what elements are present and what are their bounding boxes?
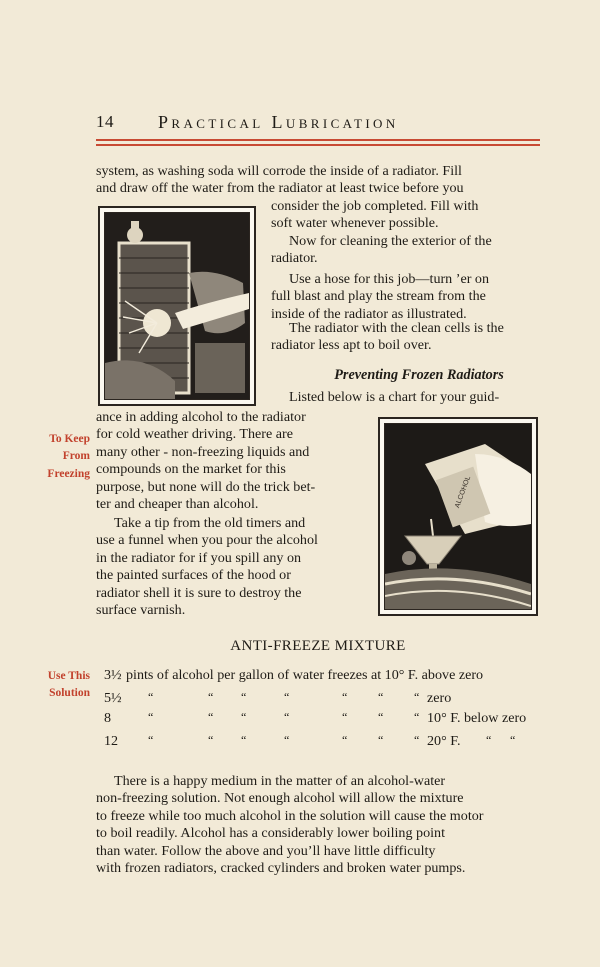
- ditto-mark: “: [342, 710, 348, 724]
- ditto-mark: “: [241, 733, 247, 747]
- ditto-mark: “: [378, 733, 384, 747]
- row-text: pints of alcohol per gallon of water freezes at 10° F. above zero: [126, 667, 484, 683]
- text-line: to boil readily. Alcohol has a considerably lower boiling point: [96, 825, 446, 842]
- sidenote-line: From: [62, 450, 90, 463]
- ditto-mark: “: [208, 710, 214, 724]
- text-line: to freeze while too much alcohol in the solution will cause the motor: [96, 807, 484, 824]
- ditto-mark: “: [208, 733, 214, 747]
- text-line: use a funnel when you pour the alcohol: [96, 532, 318, 549]
- sidenote-line: Freezing: [47, 467, 90, 480]
- paragraph-intro: [96, 163, 540, 198]
- ditto-mark: “: [486, 733, 492, 747]
- ditto-mark: “: [414, 690, 420, 704]
- text-line: the painted surfaces of the hood or: [96, 567, 291, 584]
- text-line: ance in adding alcohol to the radiator: [96, 409, 306, 425]
- paragraph-hose: [271, 271, 539, 323]
- text-line: The radiator with the clean cells is the: [289, 320, 504, 336]
- table-row: [96, 733, 540, 751]
- table-row: [96, 690, 540, 708]
- ditto-mark: “: [414, 733, 420, 747]
- text-line: and draw off the water from the radiator at least twice before you: [96, 180, 464, 197]
- ditto-mark: “: [342, 733, 348, 747]
- alcohol-amount: 8: [104, 710, 112, 726]
- sidenote-line: Use This: [47, 670, 90, 682]
- text-line: consider the job completed. Fill with: [271, 198, 479, 214]
- text-line: system, as washing soda will corrode the inside of a radiator. Fill: [96, 163, 462, 179]
- ditto-mark: “: [414, 710, 420, 724]
- radiator-hose-illustration: [98, 206, 256, 406]
- paragraph-cleaning-exterior: [271, 233, 539, 268]
- text-line: Now for cleaning the exterior of the: [289, 233, 492, 249]
- ditto-mark: “: [148, 710, 154, 724]
- text-line: radiator less apt to boil over.: [271, 337, 432, 354]
- text-line: Take a tip from the old timers and: [114, 515, 306, 531]
- text-line: with frozen radiators, cracked cylinders and broken water pumps.: [96, 860, 466, 877]
- ditto-mark: “: [208, 690, 214, 704]
- sidenote-freezing: [0, 431, 90, 483]
- text-line: full blast and play the stream from the: [271, 288, 486, 305]
- text-line: ter and cheaper than alcohol.: [96, 496, 259, 513]
- alcohol-funnel-illustration: [378, 417, 538, 616]
- freezing-point: 20° F.: [427, 733, 461, 749]
- ditto-mark: “: [378, 710, 384, 724]
- header-rule-bottom: [96, 144, 540, 146]
- paragraph-chart-intro: [289, 389, 540, 406]
- text-line: radiator.: [271, 250, 318, 267]
- paragraph-funnel-tip: [96, 515, 360, 619]
- text-line: Listed below is a chart for your guid-: [289, 389, 500, 405]
- sidenote-line: To Keep: [49, 433, 90, 445]
- text-line: There is a happy medium in the matter of an alcohol-water: [114, 773, 446, 789]
- ditto-mark: “: [284, 710, 290, 724]
- ditto-mark: “: [241, 710, 247, 724]
- ditto-mark: “: [148, 733, 154, 747]
- page-number: 14: [96, 112, 114, 131]
- text-line: non-freezing solution. Not enough alcohol will allow the mixture: [96, 790, 464, 807]
- paragraph-fill-water: [271, 198, 539, 233]
- text-line: radiator shell it is sure to destroy the: [96, 584, 302, 601]
- ditto-mark: “: [510, 733, 516, 747]
- paragraph-clean-cells: [271, 320, 539, 355]
- alcohol-amount: 5½: [104, 690, 122, 706]
- text-line: soft water whenever possible.: [271, 215, 439, 232]
- freezing-point: zero: [427, 690, 452, 706]
- text-line: Use a hose for this job—turn ’er on: [289, 271, 490, 287]
- table-row: [96, 710, 540, 728]
- text-line: compounds on the market for this: [96, 461, 286, 478]
- text-line: purpose, but none will do the trick bet-: [96, 478, 316, 495]
- ditto-mark: “: [284, 733, 290, 747]
- table-row: [96, 667, 540, 685]
- sidenote-line: Solution: [49, 687, 90, 700]
- text-line: than water. Follow the above and you’ll have little difficulty: [96, 842, 436, 859]
- paragraph-happy-medium: [96, 773, 540, 877]
- text-line: many other - non-freezing liquids and: [96, 443, 310, 460]
- ditto-mark: “: [378, 690, 384, 704]
- ditto-mark: “: [342, 690, 348, 704]
- ditto-mark: “: [284, 690, 290, 704]
- radiator-hose-drawing: [105, 213, 249, 399]
- text-line: for cold weather driving. There are: [96, 426, 293, 443]
- paragraph-alcohol-guidance: [96, 409, 360, 513]
- alcohol-amount: 3½: [104, 667, 122, 683]
- section-heading: Preventing Frozen Radiators: [334, 367, 504, 383]
- ditto-mark: “: [241, 690, 247, 704]
- table-title: ANTI-FREEZE MIXTURE: [230, 638, 406, 654]
- page-header: [96, 112, 540, 136]
- text-line: surface varnish.: [96, 602, 186, 619]
- freezing-point: 10° F. below zero: [427, 710, 527, 726]
- sidenote-solution: [0, 668, 90, 703]
- svg-text:ALCOHOL: ALCOHOL: [454, 475, 473, 510]
- header-rule-top: [96, 139, 540, 141]
- text-line: inside of the radiator as illustrated.: [271, 305, 467, 322]
- alcohol-funnel-drawing: [385, 424, 531, 609]
- ditto-mark: “: [148, 690, 154, 704]
- running-title: Practical Lubrication: [158, 112, 399, 132]
- alcohol-amount: 12: [104, 733, 119, 749]
- text-line: in the radiator for if you spill any on: [96, 549, 302, 566]
